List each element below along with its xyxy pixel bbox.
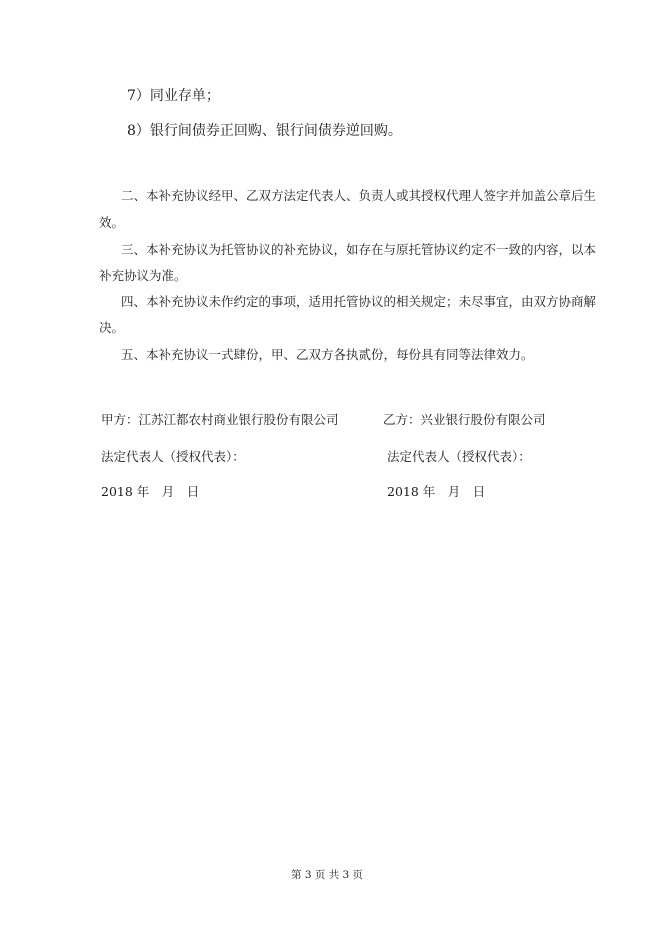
page-number: 第 3 页 共 3 页	[291, 869, 364, 881]
party-b-date: 2018 年 月 日	[387, 484, 486, 499]
party-a-date: 2018 年 月 日	[101, 484, 200, 499]
clause-five: 五、本补充协议一式肆份，甲、乙双方各执贰份，每份具有同等法律效力。	[121, 347, 534, 362]
clause-two-line-1: 二、本补充协议经甲、乙双方法定代表人、负责人或其授权代理人签字并加盖公章后生	[121, 188, 597, 203]
list-item-7: 7）同业存单；	[127, 88, 220, 104]
clause-four-line-1: 四、本补充协议未作约定的事项，适用托管协议的相关规定；未尽事宜，由双方协商解	[121, 294, 597, 309]
party-a-name: 甲方：江苏江都农村商业银行股份有限公司	[101, 412, 339, 427]
clause-two-line-2: 效。	[99, 215, 125, 230]
clause-three-line-2: 补充协议为准。	[99, 268, 187, 283]
clause-three-line-1: 三、本补充协议为托管协议的补充协议，如存在与原托管协议约定不一致的内容，以本	[121, 242, 597, 257]
party-a-representative: 法定代表人（授权代表）：	[101, 449, 245, 464]
party-b-representative: 法定代表人（授权代表）：	[387, 449, 531, 464]
clause-four-line-2: 决。	[99, 320, 125, 335]
list-item-8: 8）银行间债券正回购、银行间债券逆回购。	[127, 123, 402, 139]
party-b-name: 乙方：兴业银行股份有限公司	[383, 412, 546, 427]
